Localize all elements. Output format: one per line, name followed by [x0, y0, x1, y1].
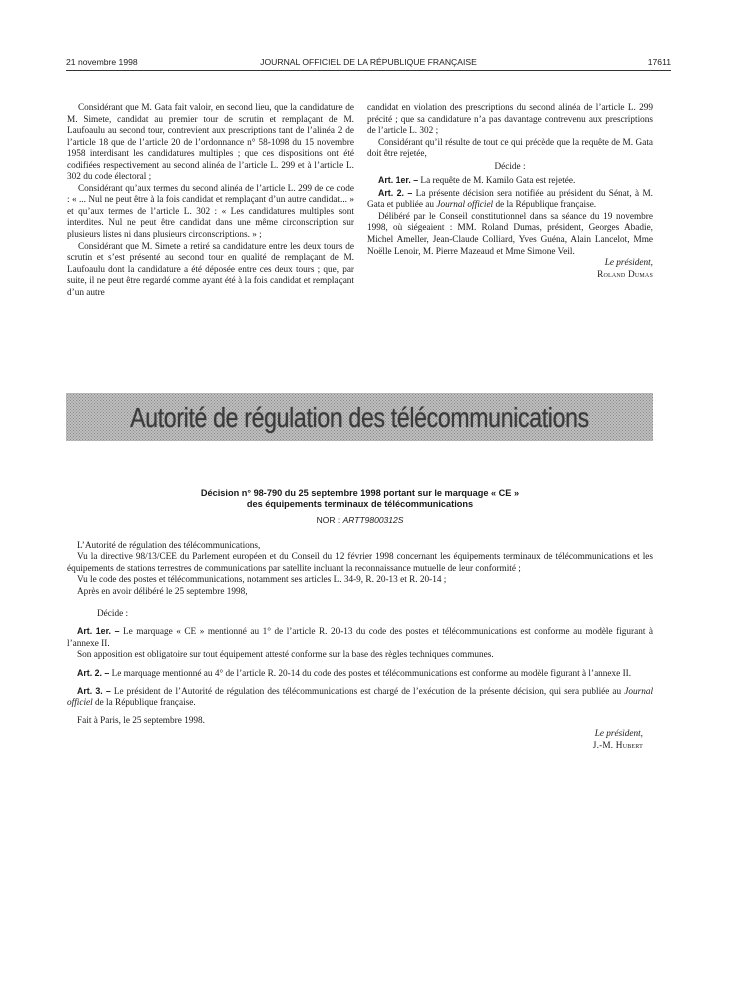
article-label: Art. 1er. –	[378, 175, 419, 186]
paragraph: Fait à Paris, le 25 septembre 1998.	[77, 715, 205, 726]
signature-name: Roland Dumas	[597, 269, 653, 280]
paragraph: Son apposition est obligatoire sur tout équipement attesté conforme sur la base des règles techniques communes.	[77, 650, 494, 661]
article-2	[67, 668, 653, 680]
article-label: Art. 3. –	[77, 686, 111, 697]
paragraph: L’Autorité de régulation des télécommunications,	[77, 541, 261, 551]
decision-body	[67, 541, 653, 752]
article-text: Le marquage mentionné au 4° de l’article R. 20-14 du code des postes et télécommunications est conforme au modèle figurant à l’annexe II.	[111, 668, 632, 679]
decision-title-line: des équipements terminaux de télécommunications	[246, 498, 474, 509]
decision-title-line: Décision n° 98-790 du 25 septembre 1998 portant sur le marquage « CE »	[200, 488, 520, 498]
article-label: Art. 2. –	[378, 187, 413, 198]
paragraph: Considérant qu’il résulte de tout ce qui précède que la requête de M. Gata doit être rejetée,	[367, 137, 653, 160]
paragraph: Vu la directive 98/13/CEE du Parlement européen et du Conseil du 12 février 1998 concernant les équipements terminaux de télécommunications et les équipements de stations terrestres de communications par satellite incluant la reconnaissance mutuelle de leur conformité ;	[67, 552, 653, 574]
paragraph: Considérant que M. Simete a retiré sa candidature entre les deux tours de scrutin et s’est présenté au second tour en qualité de remplaçant de M. Laufoaulu dont la candidature a été déposée entre ces deux tours ; que, par suite, il ne peut être regardé comme ayant été à la fois candidat et remplaçant d’un autre	[67, 241, 354, 298]
right-column	[367, 103, 653, 281]
journal-reference: Journal officiel	[67, 687, 654, 709]
header-page-number: 17611	[647, 57, 671, 67]
section-banner-title: Autorité de régulation des télécommunications	[130, 402, 589, 433]
article-1	[67, 626, 653, 650]
header-date: 21 novembre 1998	[66, 57, 138, 67]
left-column	[67, 103, 354, 299]
article-label: Art. 2. –	[77, 667, 110, 678]
header-rule	[66, 70, 671, 71]
decide-heading: Décide :	[494, 161, 526, 172]
article-text: La présente décision sera notifiée au président du Sénat, à M. Gata et publiée au	[367, 188, 653, 211]
article-text: Le président de l’Autorité de régulation des télécommunications est chargé de l’exécution de la présente décision, qui sera publiée au	[113, 687, 622, 698]
article-text: de la République française.	[495, 200, 597, 211]
paragraph: candidat en violation des prescriptions du second alinéa de l’article L. 299 précité ; que sa candidature n’a pas davantage contrevenu aux prescriptions de l’article L. 302 ;	[367, 103, 653, 137]
article-text: La requête de M. Kamilo Gata est rejetée.	[420, 176, 576, 187]
paragraph: Vu le code des postes et télécommunications, notamment ses articles L. 34-9, R. 20-13 et R. 20-14 ;	[77, 575, 447, 586]
article-text: de la République française.	[95, 698, 196, 709]
signature-name: J.-M. Hubert	[592, 740, 643, 751]
paragraph: Délibéré par le Conseil constitutionnel dans sa séance du 19 novembre 1998, où siégeaient : MM. Roland Dumas, président, Georges Abadie, Michel Ameller, Jean-Claude Colliard, Yves Guéna, Alain Lancelot, Mme Noëlle Lenoir, M. Pierre Mazeaud et Mme Simone Veil.	[367, 211, 653, 257]
nor-code: ARTT9800312S	[342, 515, 404, 525]
decide-heading: Décide :	[97, 609, 129, 620]
decision-title	[120, 488, 600, 510]
header-journal-title: JOURNAL OFFICIEL DE LA RÉPUBLIQUE FRANÇAISE	[260, 57, 477, 67]
nor-label: NOR :	[316, 515, 341, 525]
article-3	[67, 686, 653, 710]
article-1	[367, 175, 653, 188]
nor-reference	[120, 515, 600, 525]
paragraph: Considérant que M. Gata fait valoir, en second lieu, que la candidature de M. Simete, candidat au premier tour de scrutin et remplaçant de M. Laufoaulu au second tour, contrevient aux prescriptions tant de l’alinéa 2 de l’article 18 que de l’article 20 de l’ordonnance n° 58-1098 du 15 novembre 1958 interdisant les candidatures multiples ; que ces dispositions ont été codifiées respectivement au second alinéa de l’article L. 299 et à l’article L. 302 du code électoral ;	[67, 103, 354, 183]
article-label: Art. 1er. –	[77, 626, 120, 637]
article-2	[367, 188, 653, 212]
journal-reference: Journal officiel	[436, 200, 494, 211]
signature-title: Le président,	[594, 729, 643, 740]
running-header	[66, 57, 671, 71]
paragraph: Après en avoir délibéré le 25 septembre 1998,	[77, 586, 248, 597]
article-text: Le marquage « CE » mentionné au 1° de l’article R. 20-13 du code des postes et télécommunications est conforme au modèle figurant à l’annexe II.	[67, 627, 654, 649]
signature-title: Le président,	[604, 258, 653, 269]
paragraph: Considérant qu’aux termes du second alinéa de l’article L. 299 de ce code : « ... Nul ne peut être à la fois candidat et remplaçant d’un autre candidat... » et qu’aux termes de l’article L. 302 : « Les candidatures multiples sont interdites. Nul ne peut être candidat dans une même circonscription sur plusieurs listes ni dans plusieurs circonscriptions. » ;	[67, 183, 354, 241]
